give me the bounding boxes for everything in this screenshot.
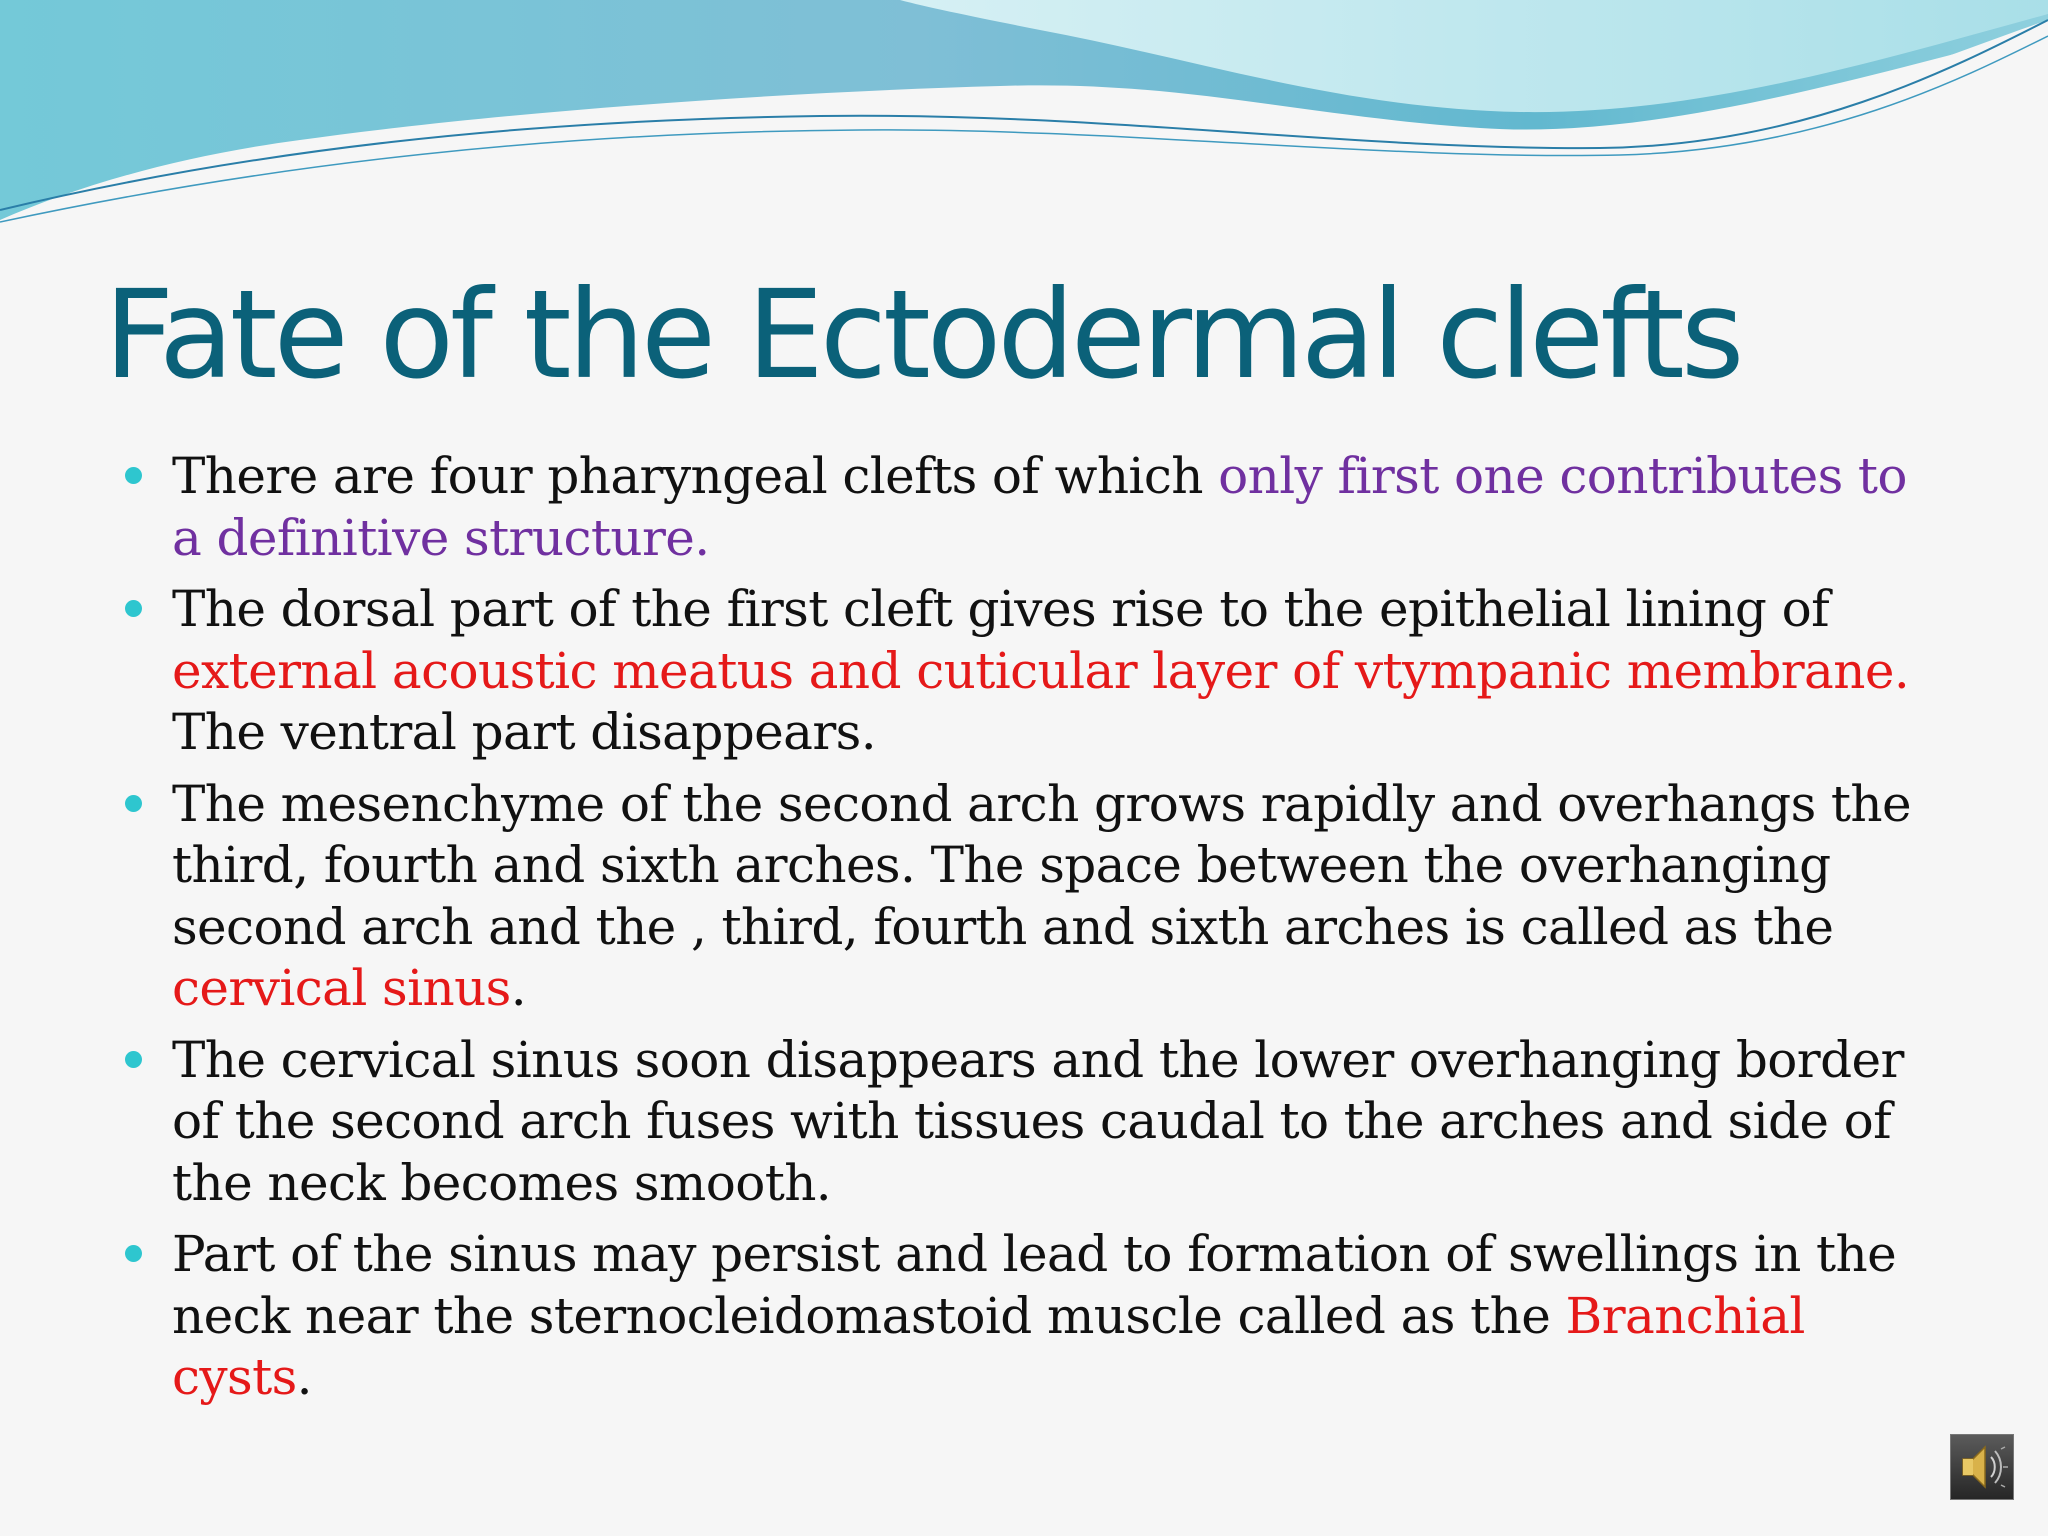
bullet-text: The mesenchyme of the second arch grows rapidly and overhangs the third, fourth and sixth arches. The space between the overhanging second arch and the , third, fourth and sixth arches is called as the	[172, 774, 1912, 956]
slide-title: Fate of the Ectodermal clefts	[104, 264, 1741, 406]
bullet-text: The dorsal part of the first cleft gives rise to the epithelial lining of	[172, 580, 1830, 638]
bullet-dot-icon	[125, 795, 142, 812]
bullet-text: .	[296, 1348, 312, 1406]
bullet-item	[172, 1224, 1932, 1409]
bullet-text: The cervical sinus soon disappears and the lower overhanging border of the second arch fuses with tissues caudal to the arches and side of the neck becomes smooth.	[172, 1030, 1904, 1212]
bullet-text: There are four pharyngeal clefts of which	[172, 447, 1219, 505]
bullet-highlight-red: external acoustic meatus and cuticular layer of vtympanic membrane.	[172, 641, 1910, 700]
header-wave-decoration	[0, 0, 2048, 240]
bullet-text: Part of the sinus may persist and lead to formation of swellings in the neck near the sternocleidomastoid muscle called as the	[172, 1225, 1897, 1345]
bullet-item	[172, 579, 1932, 764]
bullet-highlight-red: Branchial cysts	[172, 1286, 1805, 1406]
speaker-icon	[1951, 1435, 2013, 1499]
bullet-text: .	[510, 959, 527, 1017]
audio-button[interactable]	[1950, 1434, 2014, 1500]
bullet-dot-icon	[125, 1051, 142, 1068]
bullet-item	[172, 774, 1932, 1020]
bullet-highlight-purple: only first one contributes to a definitive structure.	[172, 447, 1907, 567]
bullet-item	[172, 1030, 1932, 1215]
bullet-dot-icon	[125, 1245, 142, 1262]
bullet-item	[172, 446, 1932, 569]
bullet-dot-icon	[125, 467, 142, 484]
bullet-list	[172, 446, 1932, 1419]
bullet-dot-icon	[125, 600, 142, 617]
bullet-highlight-red: cervical sinus	[172, 959, 511, 1017]
bullet-text: The ventral part disappears.	[172, 703, 877, 761]
